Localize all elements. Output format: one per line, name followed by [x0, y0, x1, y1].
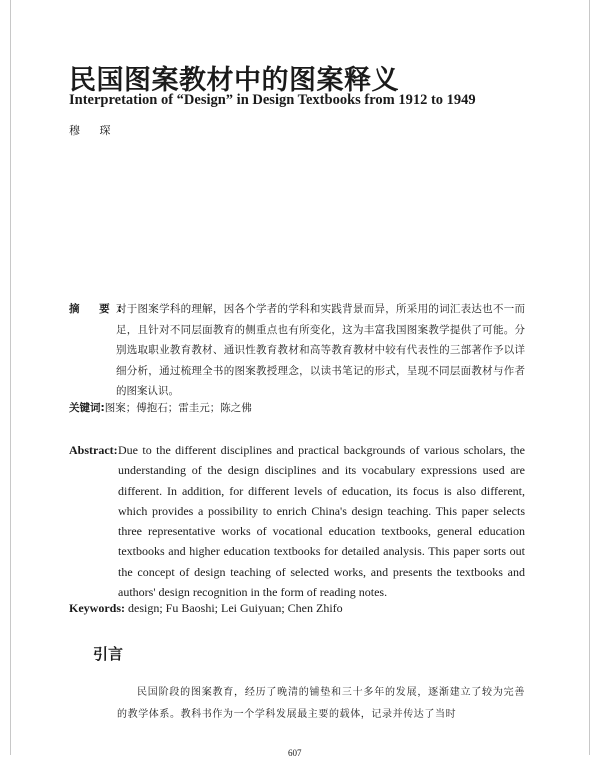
abstract-chinese-label: 摘 要:	[69, 303, 130, 315]
page-right-edge	[589, 0, 590, 755]
section-heading-introduction: 引言	[93, 645, 124, 663]
abstract-english-label: Abstract:	[69, 443, 118, 457]
keywords-english	[69, 601, 343, 616]
keywords-english-label: Keywords:	[69, 601, 125, 615]
introduction-paragraph: 民国阶段的图案教育，经历了晚清的铺垫和三十多年的发展，逐渐建立了较为完善的教学体系。教科书作为一个学科发展最主要的载体，记录并传达了当时	[117, 687, 525, 720]
page-number: 607	[288, 748, 302, 758]
abstract-english-text: Due to the different disciplines and practical backgrounds of various scholars, the understanding of the design disciplines and its vocabulary expressions used are different. In addition, for different levels of education, its focus is also different, which provides a possibility to enrich China's design teaching. This paper selects three representative works of vocational education textbooks, general education textbooks and higher education textbooks for detailed analysis. This paper sorts out the concept of design teaching of selected works, and presents the textbooks and authors' design recognition in the form of reading notes.	[118, 443, 525, 600]
paper-title-chinese: 民国图案教材中的图案释义	[69, 65, 399, 96]
author-name: 穆 琛	[69, 124, 119, 137]
keywords-chinese-text: 图案；傅抱石；雷圭元；陈之佛	[104, 402, 252, 414]
abstract-chinese	[69, 299, 525, 402]
page-left-edge	[10, 0, 11, 755]
keywords-chinese-label: 关键词:	[69, 402, 105, 414]
abstract-english	[69, 440, 525, 602]
keywords-chinese	[69, 400, 252, 415]
abstract-chinese-text: 对于图案学科的理解，因各个学者的学科和实践背景而异，所采用的词汇表达也不一而足，且针对不同层面教育的侧重点也有所变化，这为丰富我国图案教学提供了可能。分别选取职业教育教材、通识性教育教材和高等教育教材中较有代表性的三部著作予以详细分析，通过梳理全书的图案教授理念，以读书笔记的形式，呈现不同层面教材与作者的图案认识。	[116, 303, 525, 397]
paper-title-english: Interpretation of “Design” in Design Textbooks from 1912 to 1949	[69, 92, 476, 108]
keywords-english-text: design; Fu Baoshi; Lei Guiyuan; Chen Zhifo	[128, 601, 343, 615]
